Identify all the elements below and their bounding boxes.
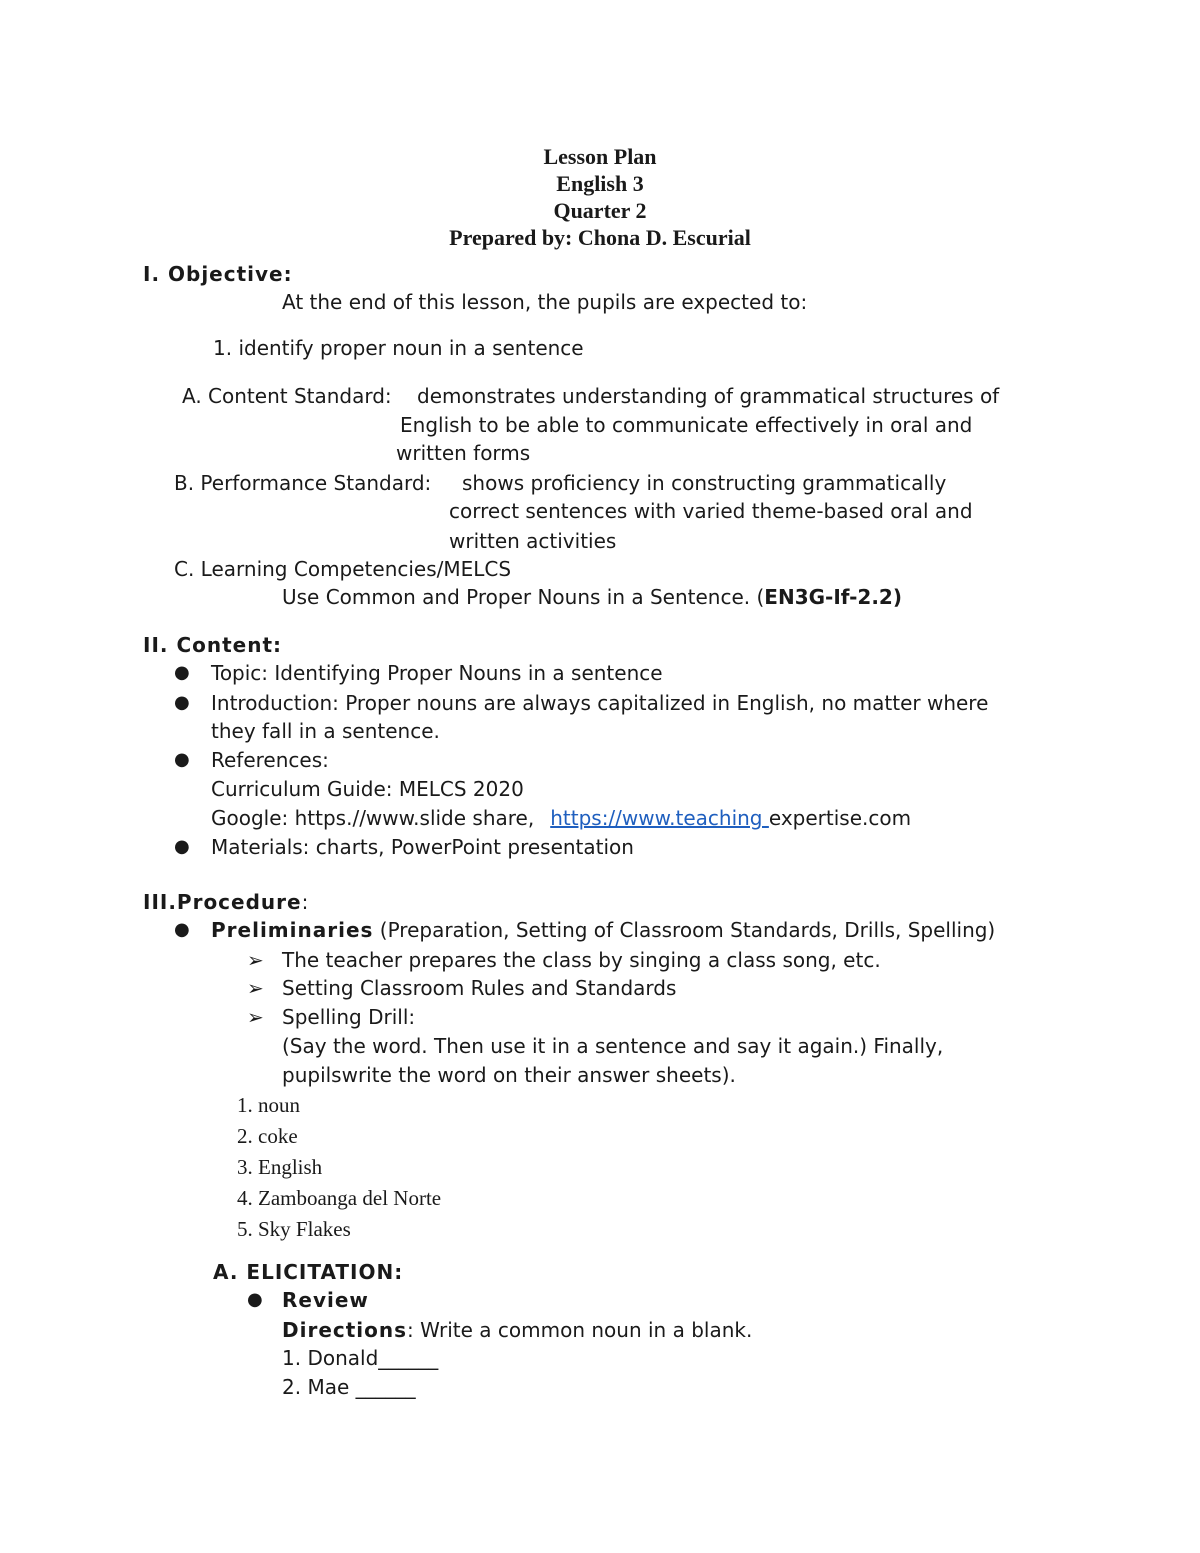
competencies-label: C. Learning Competencies/MELCS — [174, 557, 512, 581]
preliminaries-note: (Preparation, Setting of Classroom Standards, Drills, Spelling) — [373, 918, 996, 942]
objective-intro: At the end of this lesson, the pupils are expected to: — [282, 290, 808, 314]
content-standard-label: A. Content Standard: — [182, 384, 392, 408]
content-standard-line-1: demonstrates understanding of grammatical structures of — [417, 384, 1000, 408]
preliminary-step-3: Spelling Drill: — [282, 1005, 416, 1029]
quarter-line: Quarter 2 — [553, 198, 647, 223]
arrow-bullet-icon: ➢ — [247, 976, 264, 1000]
reference-curriculum-guide: Curriculum Guide: MELCS 2020 — [211, 777, 524, 801]
bullet-icon: ● — [174, 919, 190, 940]
content-topic: Topic: Identifying Proper Nouns in a sentence — [211, 661, 663, 685]
content-intro-line-2: they fall in a sentence. — [211, 719, 440, 743]
performance-standard-line-1: shows proficiency in constructing grammatically — [462, 471, 947, 495]
preliminaries-line — [211, 918, 995, 942]
content-heading: II. Content: — [143, 633, 283, 657]
arrow-bullet-icon: ➢ — [247, 948, 264, 972]
content-standard-line-2: English to be able to communicate effectively in oral and — [400, 413, 973, 437]
spelling-word: 4. Zamboanga del Norte — [237, 1186, 442, 1210]
procedure-heading — [143, 890, 308, 914]
subject-line: English 3 — [556, 171, 644, 196]
spelling-instructions-line-1: (Say the word. Then use it in a sentence and say it again.) Finally, — [282, 1034, 944, 1058]
spelling-word: 1. noun — [237, 1093, 300, 1117]
bullet-icon: ● — [174, 749, 190, 770]
bullet-icon: ● — [247, 1289, 263, 1310]
review-item: 1. Donald______ — [282, 1346, 439, 1370]
spelling-word: 5. Sky Flakes — [237, 1217, 351, 1241]
directions-line — [282, 1318, 752, 1342]
elicitation-heading: A. ELICITATION: — [213, 1260, 404, 1284]
content-intro-line-1: Introduction: Proper nouns are always capitalized in English, no matter where — [211, 691, 989, 715]
objective-item-1: 1. identify proper noun in a sentence — [213, 336, 584, 360]
preliminary-step-2: Setting Classroom Rules and Standards — [282, 976, 677, 1000]
objective-heading: I. Objective: — [143, 262, 293, 286]
procedure-number: III. — [143, 890, 177, 914]
arrow-bullet-icon: ➢ — [247, 1005, 264, 1029]
reference-google-prefix: Google: https.//www.slide share, — [211, 806, 535, 830]
spelling-word: 2. coke — [237, 1124, 298, 1148]
procedure-label: Procedure — [176, 890, 302, 914]
performance-standard-line-2: correct sentences with varied theme-based oral and — [449, 499, 973, 523]
preliminary-step-1: The teacher prepares the class by singing a class song, etc. — [282, 948, 881, 972]
performance-standard-label: B. Performance Standard: — [174, 471, 432, 495]
content-standard-line-3: written forms — [396, 441, 531, 465]
procedure-colon: : — [301, 890, 309, 914]
prepared-by-line: Prepared by: Chona D. Escurial — [449, 225, 751, 250]
reference-link[interactable]: https://www.teaching — [550, 806, 769, 830]
reference-google-suffix: expertise.com — [768, 806, 912, 830]
preliminaries-label: Preliminaries — [211, 918, 374, 942]
content-materials: Materials: charts, PowerPoint presentation — [211, 835, 634, 859]
bullet-icon: ● — [174, 692, 190, 713]
review-item: 2. Mae ______ — [282, 1375, 416, 1399]
bullet-icon: ● — [174, 836, 190, 857]
directions-label: Directions — [282, 1318, 408, 1342]
performance-standard-line-3: written activities — [449, 529, 617, 553]
spelling-instructions-line-2: pupilswrite the word on their answer sheets). — [282, 1063, 736, 1087]
bullet-icon: ● — [174, 662, 190, 683]
references-label: References: — [211, 748, 329, 772]
spelling-word: 3. English — [237, 1155, 323, 1179]
competencies-statement: Use Common and Proper Nouns in a Sentence. ( — [282, 585, 765, 609]
review-label: Review — [282, 1288, 369, 1312]
reference-google — [211, 806, 911, 830]
competency-code: EN3G-If-2.2) — [764, 585, 902, 609]
directions-text: : Write a common noun in a blank. — [407, 1318, 753, 1342]
competencies-text — [282, 585, 902, 609]
page-title: Lesson Plan — [543, 144, 657, 169]
